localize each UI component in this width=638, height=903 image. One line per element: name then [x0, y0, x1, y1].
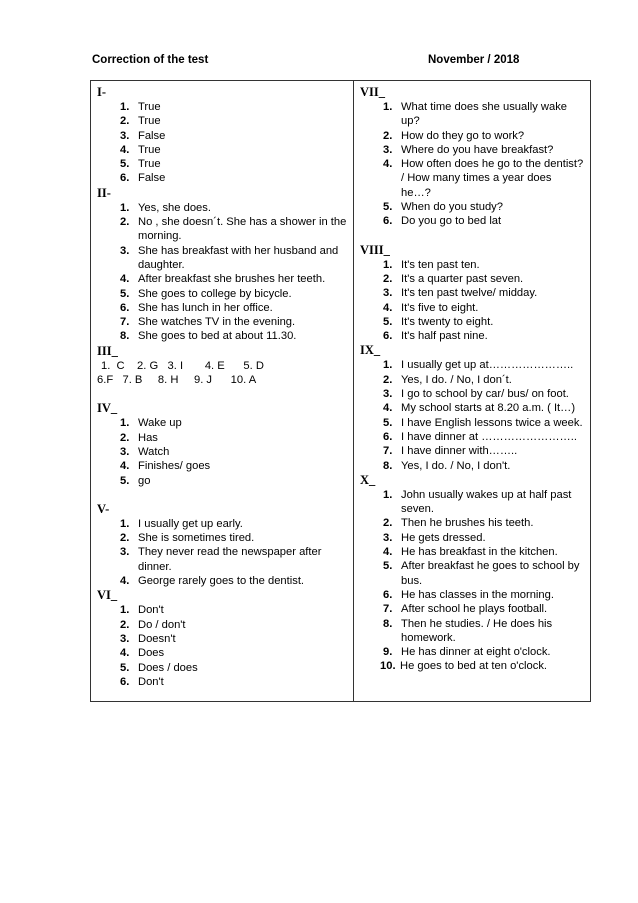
answer-text: Do / don't [138, 618, 186, 631]
answer-list [360, 258, 584, 344]
answer-item [120, 632, 347, 646]
section-label: VII_ [360, 85, 386, 99]
answer-text: Doesn't [138, 632, 176, 645]
answer-text: She has lunch in her office. [138, 301, 273, 314]
answer-number: 5. [120, 474, 130, 487]
answer-number: 4. [120, 647, 130, 660]
answer-text: What time does she usually wake up? [401, 101, 568, 128]
answer-number: 9. [383, 646, 393, 659]
answer-list [97, 416, 347, 487]
answer-item [120, 517, 347, 531]
answer-number: 7. [120, 316, 130, 329]
answer-list [360, 488, 584, 674]
answer-text: True [138, 158, 161, 171]
answer-number: 8. [120, 330, 130, 343]
answer-item [120, 272, 347, 286]
answer-text: John usually wakes up at half past seven. [401, 488, 572, 516]
right-column [354, 81, 591, 702]
answer-text: Finishes/ goes [138, 460, 211, 473]
answer-text: It's five to eight. [401, 301, 479, 314]
answer-item [383, 416, 584, 430]
answer-item [120, 459, 347, 473]
answer-item [383, 459, 584, 473]
answer-item [383, 617, 584, 646]
answer-text: George rarely goes to the dentist. [138, 575, 305, 588]
answer-text: She goes to bed at about 11.30. [138, 330, 297, 343]
answer-text: Does [138, 647, 165, 660]
answer-item [383, 143, 584, 157]
answer-number: 1. [383, 488, 393, 501]
answer-text: Yes, I do. / No, I don´t. [401, 373, 512, 386]
answer-item [383, 286, 584, 300]
answer-item [120, 215, 347, 244]
answer-number: 8. [383, 617, 393, 630]
answer-number: 6. [120, 675, 130, 688]
answer-text: It's half past nine. [401, 330, 488, 343]
answer-number: 2. [120, 115, 130, 128]
answer-number: 4. [383, 546, 393, 559]
answer-item [120, 143, 347, 157]
answer-number: 5. [120, 287, 130, 300]
answer-text: True [138, 143, 161, 156]
answer-item [120, 646, 347, 660]
answer-text: I usually get up early. [138, 517, 243, 530]
answer-text: Then he brushes his teeth. [401, 517, 534, 530]
answer-item [120, 201, 347, 215]
page-header [92, 54, 538, 66]
answer-text: After breakfast she brushes her teeth. [138, 273, 326, 286]
answer-number: 2. [120, 216, 130, 229]
answer-item [383, 329, 584, 343]
answer-item [120, 531, 347, 545]
answer-number: 5. [383, 315, 393, 328]
answer-item [383, 602, 584, 616]
answer-number: 2. [383, 517, 393, 530]
answer-item [120, 574, 347, 588]
answer-text: Don't [138, 604, 164, 617]
answer-text: When do you study? [401, 201, 503, 214]
section-label: III_ [97, 343, 118, 358]
answer-number: 1. [120, 604, 130, 617]
answer-item [120, 474, 347, 488]
answer-text: Does / does [138, 661, 198, 674]
answer-number: 3. [120, 632, 130, 645]
answer-item [383, 430, 584, 444]
section-label: I- [97, 85, 107, 99]
answer-text: Wake up [138, 417, 182, 430]
answer-text: He has classes in the morning. [401, 588, 554, 601]
answer-number: 3. [120, 546, 130, 559]
answer-number: 3. [383, 287, 393, 300]
answer-item [120, 114, 347, 128]
answer-text: Don't [138, 675, 164, 688]
answer-text: Do you go to bed lat [401, 215, 502, 228]
answer-text: I go to school by car/ bus/ on foot. [401, 388, 569, 401]
answer-text: They never read the newspaper after dinner. [138, 546, 322, 573]
answer-text: She goes to college by bicycle. [138, 287, 292, 300]
answer-item [383, 401, 584, 415]
answer-item [120, 603, 347, 617]
answer-text: I usually get up at………………….. [401, 359, 574, 372]
answer-list [97, 603, 347, 689]
answer-text: Yes, I do. / No, I don't. [401, 459, 511, 472]
answer-text: False [138, 172, 166, 185]
answer-text: It's ten past ten. [401, 258, 480, 271]
answer-item [120, 416, 347, 430]
answer-text: After breakfast he goes to school by bus. [401, 560, 580, 587]
answer-number: 7. [383, 603, 393, 616]
answer-number: 4. [383, 301, 393, 314]
answer-item [120, 661, 347, 675]
answer-text: She watches TV in the evening. [138, 316, 296, 329]
answer-item [383, 157, 584, 200]
answer-item [120, 129, 347, 143]
answer-item [383, 545, 584, 559]
answer-text: It's ten past twelve/ midday. [401, 287, 538, 300]
answer-text: He goes to bed at ten o'clock. [400, 660, 548, 673]
answer-list [97, 100, 347, 186]
answer-number: 1. [120, 517, 130, 530]
answer-item [383, 315, 584, 329]
answer-number: 5. [120, 158, 130, 171]
answer-item [120, 287, 347, 301]
answer-item [120, 329, 347, 343]
answer-text: Where do you have breakfast? [401, 143, 554, 156]
section-label: IV_ [97, 401, 118, 416]
answer-text: True [138, 115, 161, 128]
answer-text: My school starts at 8.20 a.m. ( It…) [401, 402, 576, 415]
answer-number: 1. [383, 359, 393, 372]
answer-text: She is sometimes tired. [138, 532, 255, 545]
answer-text: Has [138, 431, 158, 444]
answer-text: Watch [138, 445, 170, 458]
section-label: X_ [360, 472, 376, 487]
answer-number: 6. [383, 215, 393, 228]
answer-item [383, 272, 584, 286]
answer-number: 1. [383, 258, 393, 271]
answer-number: 4. [120, 460, 130, 473]
answer-item [120, 445, 347, 459]
answer-item [383, 516, 584, 530]
answer-item [120, 675, 347, 689]
answer-number: 5. [383, 416, 393, 429]
answer-number: 5. [383, 560, 393, 573]
answer-text: go [138, 474, 151, 487]
answer-list [360, 358, 584, 472]
answer-item [120, 545, 347, 574]
answer-number: 3. [120, 129, 130, 142]
answer-number: 4. [120, 575, 130, 588]
answer-item [383, 358, 584, 372]
answer-number: 6. [120, 301, 130, 314]
answer-number: 2. [120, 618, 130, 631]
answer-item [120, 315, 347, 329]
answer-text: How often does he go to the dentist? / How many times a year does he…? [401, 158, 584, 199]
answer-text: I have English lessons twice a week. [401, 416, 583, 429]
section-label: V- [97, 501, 110, 516]
answer-number: 5. [383, 201, 393, 214]
answer-text: How do they go to work? [401, 129, 525, 142]
answer-number: 4. [383, 158, 393, 171]
answer-number: 6. [383, 588, 393, 601]
answer-item [120, 244, 347, 273]
answer-number: 1. [120, 101, 130, 113]
answer-item [383, 559, 584, 588]
answer-number: 5. [120, 661, 130, 674]
answer-item [383, 531, 584, 545]
section-label: VI_ [97, 588, 118, 603]
answer-text: He has dinner at eight o'clock. [401, 646, 551, 659]
answer-number: 3. [383, 388, 393, 401]
answer-text: I have dinner with…….. [401, 445, 518, 458]
answer-number: 7. [383, 445, 393, 458]
matching-answers-row: 1. C 2. G 3. I 4. E 5. D [101, 359, 264, 372]
answer-item [383, 488, 584, 517]
answer-text: True [138, 101, 161, 113]
answer-number: 1. [120, 417, 130, 430]
answer-list [97, 201, 347, 344]
answer-number: 1. [383, 101, 393, 113]
section-label: II- [97, 185, 111, 200]
answer-item [120, 618, 347, 632]
answer-list [97, 517, 347, 588]
answer-number: 4. [120, 273, 130, 286]
answer-list [360, 100, 584, 229]
answer-number: 8. [383, 459, 393, 472]
answer-number: 6. [383, 430, 393, 443]
answer-text: Yes, she does. [138, 201, 211, 214]
answer-number: 4. [383, 402, 393, 415]
answer-text: He has breakfast in the kitchen. [401, 546, 558, 559]
answer-item [120, 157, 347, 171]
answer-text: Then he studies. / He does his homework. [401, 617, 553, 644]
answer-number: 4. [120, 143, 130, 156]
answer-number: 3. [120, 244, 130, 257]
answer-number: 2. [383, 373, 393, 386]
answer-item [383, 214, 584, 228]
answer-text: He gets dressed. [401, 531, 486, 544]
page-date: November / 2018 [428, 54, 520, 66]
matching-answers-row: 6.F 7. B 8. H 9. J 10. A [97, 374, 257, 387]
answer-number: 2. [383, 272, 393, 285]
answer-item [383, 258, 584, 272]
answer-number: 6. [120, 172, 130, 185]
answer-item [383, 387, 584, 401]
answer-number: 2. [120, 532, 130, 545]
answer-item [383, 100, 584, 129]
answer-text: False [138, 129, 166, 142]
answer-number: 6. [383, 330, 393, 343]
answer-item [383, 373, 584, 387]
answer-number: 3. [383, 143, 393, 156]
answer-item [383, 645, 584, 659]
answer-item [383, 301, 584, 315]
page-title: Correction of the test [92, 54, 209, 66]
answer-text: It's twenty to eight. [401, 315, 494, 328]
answer-item [120, 100, 347, 114]
answer-number: 10. [380, 660, 396, 673]
answer-table [90, 80, 591, 702]
answer-number: 2. [383, 129, 393, 142]
section-label: VIII_ [360, 242, 390, 257]
answer-text: She has breakfast with her husband and daughter. [138, 244, 339, 271]
left-column [91, 81, 354, 702]
answer-text: I have dinner at …………………….. [401, 430, 577, 443]
answer-number: 2. [120, 431, 130, 444]
answer-item [383, 129, 584, 143]
answer-number: 1. [120, 201, 130, 214]
answer-text: It's a quarter past seven. [401, 272, 524, 285]
answer-item [380, 659, 584, 673]
answer-text: After school he plays football. [401, 603, 548, 616]
answer-item [383, 588, 584, 602]
answer-text: No , she doesn´t. She has a shower in the morning. [138, 216, 347, 243]
answer-item [383, 444, 584, 458]
answer-item [120, 431, 347, 445]
answer-number: 3. [383, 531, 393, 544]
section-label: IX_ [360, 343, 381, 358]
answer-number: 3. [120, 445, 130, 458]
answer-item [383, 200, 584, 214]
answer-item [120, 171, 347, 185]
answer-item [120, 301, 347, 315]
